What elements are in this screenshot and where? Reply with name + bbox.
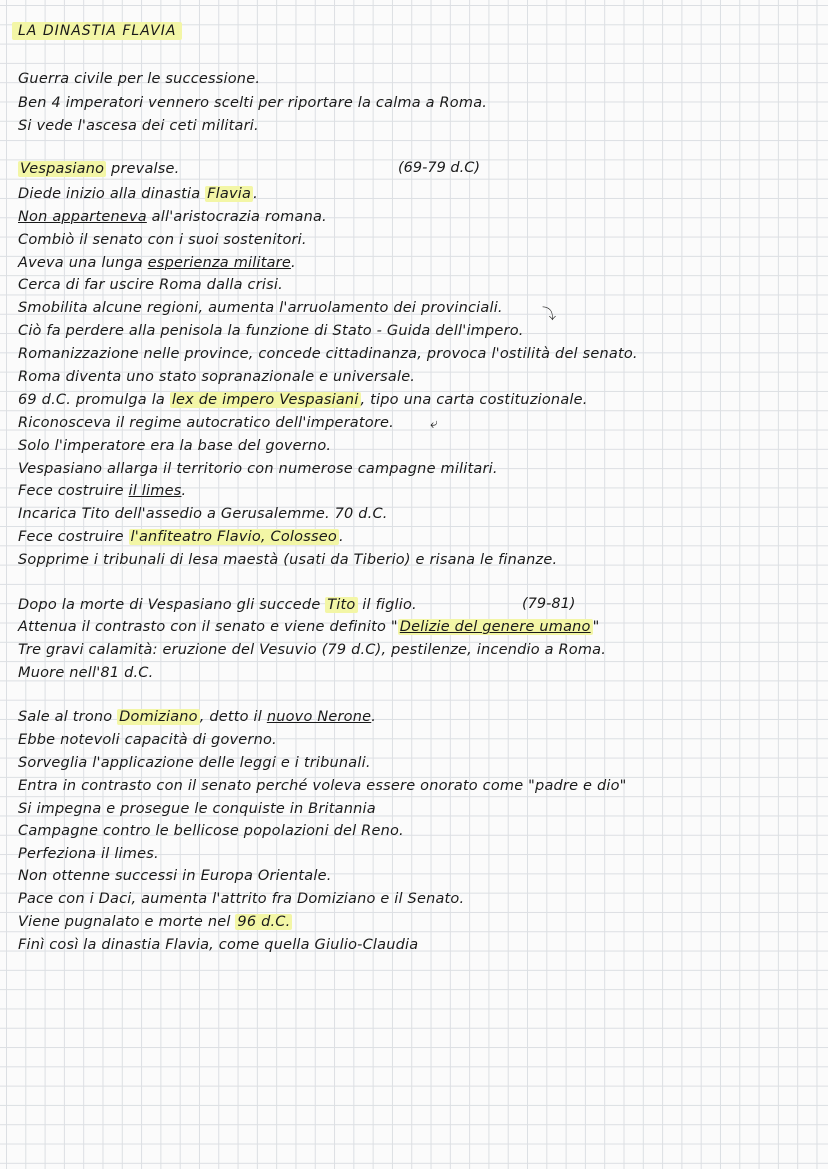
highlight-delizie: Delizie del genere umano bbox=[399, 619, 591, 635]
vespasiano-line-6: Smobilita alcune regioni, aumenta l'arruolamento dei provinciali. bbox=[18, 300, 503, 316]
text-segment: . bbox=[290, 255, 296, 271]
text-segment: , tipo una carta costituzionale. bbox=[360, 392, 588, 408]
vespasiano-line-7: Ciò fa perdere alla penisola la funzione di Stato - Guida dell'impero. bbox=[18, 323, 524, 339]
tito-line-2 bbox=[18, 618, 600, 636]
text-segment: Diede inizio alla dinastia bbox=[18, 186, 206, 202]
domiziano-line-10 bbox=[18, 913, 292, 931]
text-segment: " bbox=[592, 619, 600, 635]
vespasiano-line-9: Roma diventa uno stato sopranazionale e universale. bbox=[18, 369, 416, 385]
text-segment: Attenua il contrasto con il senato e viene definito " bbox=[18, 619, 398, 635]
domiziano-line-8: Non ottenne successi in Europa Orientale. bbox=[18, 868, 332, 884]
text-segment: , detto il bbox=[199, 709, 267, 725]
highlight-96dc: 96 d.C. bbox=[237, 914, 291, 930]
text-segment: . bbox=[181, 483, 187, 499]
highlight-domiziano: Domiziano bbox=[119, 709, 198, 725]
text-segment: Fece costruire bbox=[18, 529, 129, 545]
domiziano-line-7: Perfeziona il limes. bbox=[18, 846, 159, 862]
vespasiano-line-8: Romanizzazione nelle province, concede cittadinanza, provoca l'ostilità del senato. bbox=[18, 346, 638, 362]
highlight-flavia: Flavia bbox=[207, 186, 252, 202]
text-segment: Fece costruire bbox=[18, 483, 129, 499]
text-segment: Viene pugnalato e morte nel bbox=[18, 914, 236, 930]
domiziano-line-9: Pace con i Daci, aumenta l'attrito fra Domiziano e il Senato. bbox=[18, 891, 465, 907]
vespasiano-heading-rest: prevalse. bbox=[106, 161, 180, 177]
curved-arrow-icon: ⤶ bbox=[430, 416, 438, 432]
intro-line-2: Ben 4 imperatori vennero scelti per riportare la calma a Roma. bbox=[18, 95, 488, 111]
highlight-tito: Tito bbox=[327, 597, 356, 613]
vespasiano-line-12: Solo l'imperatore era la base del governo. bbox=[18, 438, 332, 454]
tito-dates: (79-81) bbox=[522, 596, 576, 612]
page-title: LA DINASTIA FLAVIA bbox=[12, 22, 182, 40]
text-segment: . bbox=[338, 529, 344, 545]
text-segment: Dopo la morte di Vespasiano gli succede bbox=[18, 597, 326, 613]
intro-line-1: Guerra civile per le successione. bbox=[18, 71, 261, 87]
text-segment: . bbox=[371, 709, 377, 725]
domiziano-line-11: Finì così la dinastia Flavia, come quella Giulio-Claudia bbox=[18, 937, 419, 953]
highlight-lex: lex de impero Vespasiani bbox=[171, 392, 359, 408]
text-segment: 69 d.C. promulga la bbox=[18, 392, 170, 408]
domiziano-line-3: Sorveglia l'applicazione delle leggi e i tribunali. bbox=[18, 755, 371, 771]
underlined-text: nuovo Nerone bbox=[266, 709, 372, 725]
curved-arrow-icon: ⤵ bbox=[542, 307, 556, 323]
domiziano-line-1 bbox=[18, 708, 376, 726]
vespasiano-heading bbox=[18, 160, 179, 178]
tito-line-3: Tre gravi calamità: eruzione del Vesuvio (79 d.C), pestilenze, incendio a Roma. bbox=[18, 642, 607, 658]
text-segment: Sale al trono bbox=[18, 709, 118, 725]
vespasiano-line-11: Riconosceva il regime autocratico dell'imperatore. bbox=[18, 415, 394, 431]
vespasiano-line-5: Cerca di far uscire Roma dalla crisi. bbox=[18, 277, 283, 293]
tito-line-1 bbox=[18, 596, 417, 614]
vespasiano-line-16 bbox=[18, 528, 344, 546]
underlined-text: esperienza militare bbox=[147, 255, 291, 271]
underlined-text: Non apparteneva bbox=[18, 209, 147, 225]
text-segment: il figlio. bbox=[357, 597, 417, 613]
text-segment: . bbox=[253, 186, 258, 202]
vespasiano-line-14 bbox=[18, 482, 186, 500]
tito-line-4: Muore nell'81 d.C. bbox=[18, 665, 154, 681]
vespasiano-line-17: Sopprime i tribunali di lesa maestà (usati da Tiberio) e risana le finanze. bbox=[18, 552, 558, 568]
vespasiano-line-10 bbox=[18, 391, 588, 409]
text-segment: Aveva una lunga bbox=[18, 255, 148, 271]
vespasiano-line-3: Combiò il senato con i suoi sostenitori. bbox=[18, 232, 307, 248]
domiziano-line-5: Si impegna e prosegue le conquiste in Britannia bbox=[18, 801, 376, 817]
highlight-colosseo: l'anfiteatro Flavio, Colosseo bbox=[130, 529, 337, 545]
domiziano-line-2: Ebbe notevoli capacità di governo. bbox=[18, 732, 277, 748]
title-line bbox=[12, 22, 182, 40]
vespasiano-line-13: Vespasiano allarga il territorio con numerose campagne militari. bbox=[18, 461, 498, 477]
domiziano-line-4: Entra in contrasto con il senato perché voleva essere onorato come "padre e dio" bbox=[18, 778, 627, 794]
intro-line-3: Si vede l'ascesa dei ceti militari. bbox=[18, 118, 259, 134]
vespasiano-line-1 bbox=[18, 185, 258, 203]
vespasiano-name: Vespasiano bbox=[20, 161, 105, 177]
text-segment: all'aristocrazia romana. bbox=[146, 209, 327, 225]
vespasiano-line-15: Incarica Tito dell'assedio a Gerusalemme. 70 d.C. bbox=[18, 506, 388, 522]
vespasiano-line-2 bbox=[18, 208, 327, 226]
vespasiano-line-4 bbox=[18, 254, 296, 272]
domiziano-line-6: Campagne contro le bellicose popolazioni del Reno. bbox=[18, 823, 404, 839]
vespasiano-dates: (69-79 d.C) bbox=[398, 160, 480, 176]
underlined-text: il limes bbox=[128, 483, 182, 499]
